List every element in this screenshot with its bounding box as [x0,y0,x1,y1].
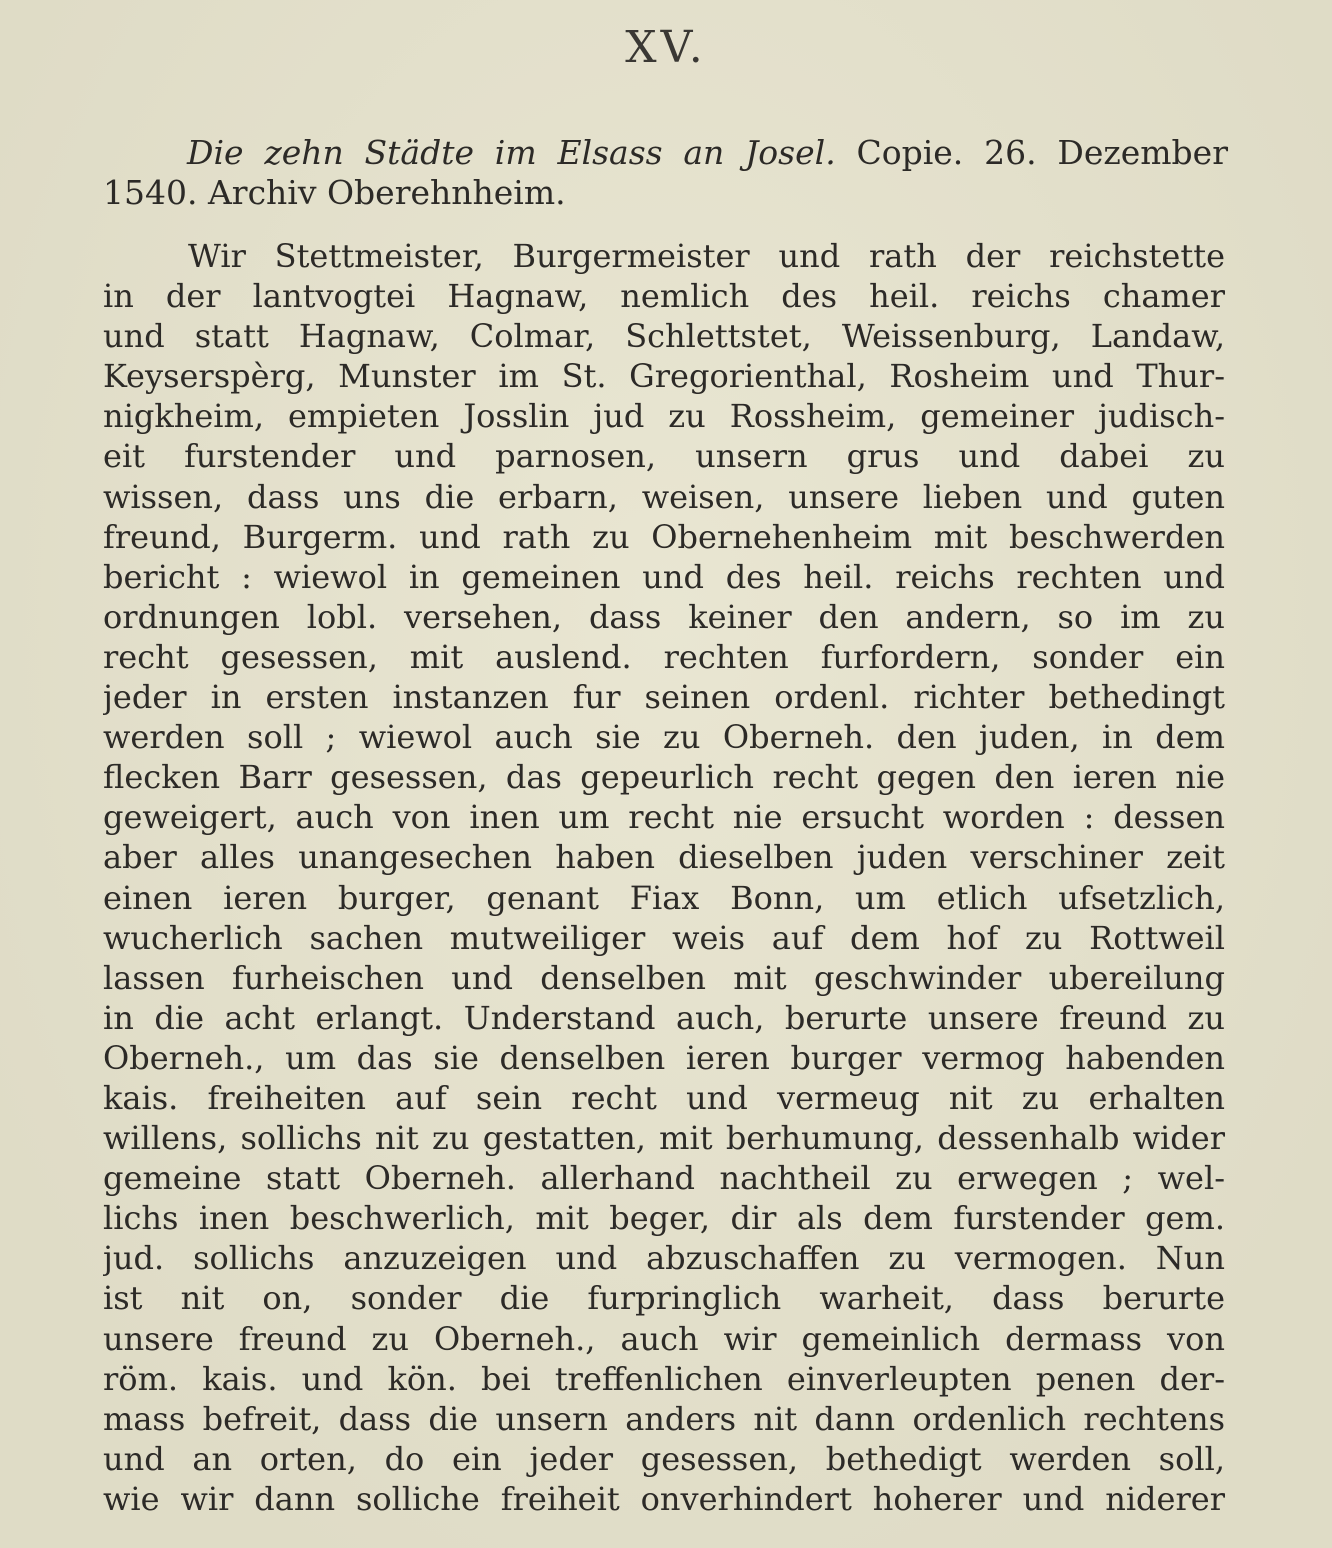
body-line: und an orten, do ein jeder gesessen, bethedigt werden soll, [103,1439,1225,1478]
body-line: unsere freund zu Oberneh., auch wir gemeinlich dermass von [103,1319,1225,1358]
page-number: XV. [625,22,707,73]
body-line: werden soll ; wiewol auch sie zu Oberneh. den juden, in dem [103,718,1225,757]
body-line: ordnungen lobl. versehen, dass keiner den andern, so im zu [103,597,1225,636]
body-line: einen ieren burger, genant Fiax Bonn, um etlich ufsetzlich, [103,878,1225,917]
body-line: in die acht erlangt. Understand auch, berurte unsere freund zu [103,998,1225,1037]
body-line: kais. freiheiten auf sein recht und vermeug nit zu erhalten [103,1078,1225,1117]
body-line: bericht : wiewol in gemeinen und des heil. reichs rechten und [103,557,1225,596]
heading-source: Copie. 26. Dezember [835,133,1228,172]
body-line: flecken Barr gesessen, das gepeurlich recht gegen den ieren nie [103,758,1225,797]
body-line: Oberneh., um das sie denselben ieren burger vermog habenden [103,1038,1225,1077]
body-line: nigkheim, empieten Josslin jud zu Rossheim, gemeiner judisch- [103,397,1225,436]
body-line: in der lantvogtei Hagnaw, nemlich des heil. reichs chamer [103,277,1225,316]
body-line: röm. kais. und kön. bei treffenlichen einverleupten penen der- [103,1359,1225,1398]
body-line: gemeine statt Oberneh. allerhand nachtheil zu erwegen ; wel- [103,1159,1225,1198]
heading-line-1 [103,133,1228,173]
body-line: lichs inen beschwerlich, mit beger, dir als dem furstender gem. [103,1199,1225,1238]
body-line: wie wir dann solliche freiheit onverhindert hoherer und niderer [103,1479,1225,1518]
body-line: freund, Burgerm. und rath zu Obernehenheim mit beschwerden [103,517,1225,556]
body-line: wucherlich sachen mutweiliger weis auf dem hof zu Rottweil [103,918,1225,957]
body-line: lassen furheischen und denselben mit geschwinder ubereilung [103,958,1225,997]
heading-line-2: 1540. Archiv Oberehnheim. [103,173,566,212]
body-line: mass befreit, dass die unsern anders nit dann ordenlich rechtens [103,1399,1225,1438]
body-line: eit furstender und parnosen, unsern grus und dabei zu [103,437,1225,476]
body-line: Keyserspèrg, Munster im St. Gregorienthal, Rosheim und Thur- [103,357,1225,396]
body-line: geweigert, auch von inen um recht nie ersucht worden : dessen [103,798,1225,837]
body-line: aber alles unangesechen haben dieselben juden verschiner zeit [103,838,1225,877]
body-line: ist nit on, sonder die furpringlich warheit, dass berurte [103,1279,1225,1318]
body-line: Wir Stettmeister, Burgermeister und rath der reichstette [188,237,1225,275]
body-line: willens, sollichs nit zu gestatten, mit berhumung, dessenhalb wider [103,1119,1225,1158]
body-line: und statt Hagnaw, Colmar, Schlettstet, Weissenburg, Landaw, [103,317,1225,356]
body-line: jeder in ersten instanzen fur seinen ordenl. richter bethedingt [103,678,1225,717]
body-line: jud. sollichs anzuzeigen und abzuschaffen zu vermogen. Nun [103,1239,1225,1278]
body-line: wissen, dass uns die erbarn, weisen, unsere lieben und guten [103,477,1225,516]
document-heading [103,133,1228,213]
heading-title: Die zehn Städte im Elsass an Josel. [187,133,836,172]
letter-body [103,236,1225,1519]
body-line: recht gesessen, mit auslend. rechten furfordern, sonder ein [103,637,1225,676]
